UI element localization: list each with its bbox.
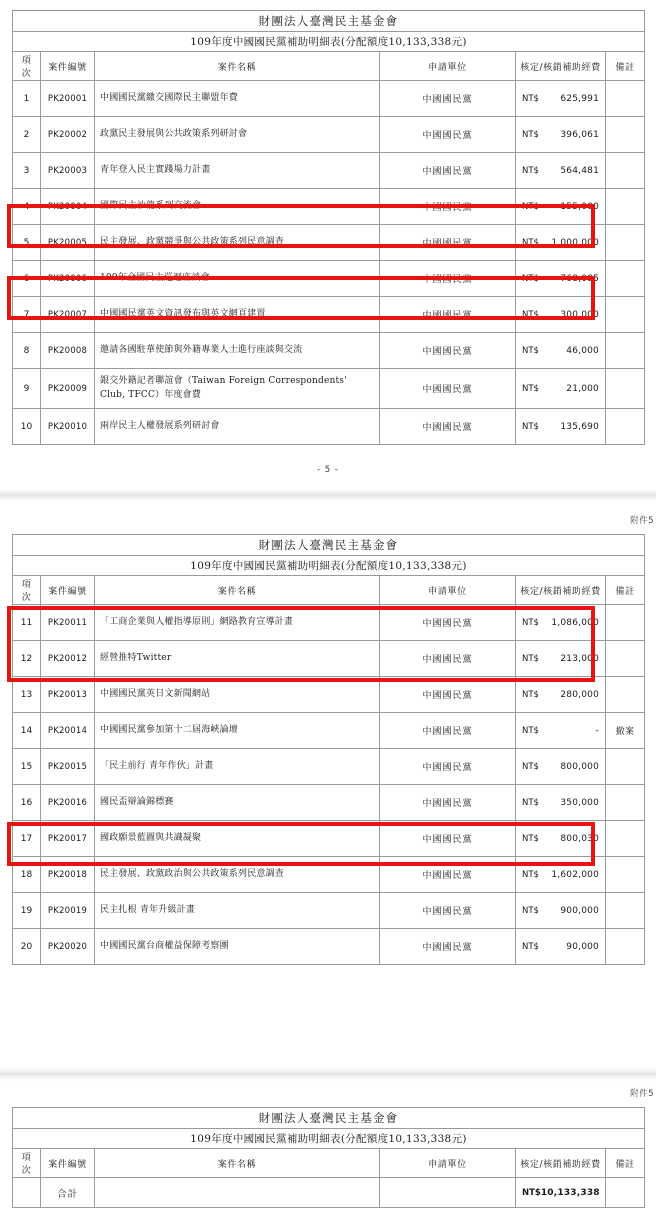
row-remark — [606, 189, 645, 225]
row-no: 11 — [13, 605, 41, 641]
row-amount — [516, 189, 606, 225]
table-row — [13, 333, 645, 369]
currency-label: NT$ — [522, 165, 539, 176]
column-header-code: 案件編號 — [41, 576, 95, 605]
row-no: 6 — [13, 261, 41, 297]
table-row — [13, 785, 645, 821]
table-subtitle: 109年度中國國民黨補助明細表(分配額度10,133,338元) — [13, 32, 645, 52]
row-remark — [606, 81, 645, 117]
amount-value: 800,000 — [560, 761, 599, 772]
currency-label: NT$ — [522, 941, 539, 952]
currency-label: NT$ — [522, 93, 539, 104]
amount-value: - — [595, 725, 599, 736]
row-name: 兩岸民主人權發展系列研討會 — [95, 409, 380, 445]
column-header-remark: 備註 — [606, 1149, 645, 1178]
row-name: 109年全國民主巡迴座談會 — [95, 261, 380, 297]
amount-value: 135,690 — [560, 421, 599, 432]
table-subtitle: 109年度中國國民黨補助明細表(分配額度10,133,338元) — [13, 556, 645, 576]
row-code: PK20009 — [41, 369, 95, 409]
page-number: - 5 - — [317, 465, 339, 475]
row-remark — [606, 297, 645, 333]
document-page-2 — [0, 502, 656, 1067]
currency-label: NT$ — [522, 129, 539, 140]
row-unit: 中國國民黨 — [380, 605, 516, 641]
table-header-row — [13, 576, 645, 605]
table-row-highlighted — [13, 225, 645, 261]
row-remark — [606, 1178, 645, 1208]
row-no: 19 — [13, 893, 41, 929]
currency-label: NT$ — [522, 201, 539, 212]
row-unit: 中國國民黨 — [380, 153, 516, 189]
row-amount — [516, 333, 606, 369]
page-separator — [0, 1067, 656, 1081]
amount-value: 800,030 — [560, 833, 599, 844]
table-row — [13, 893, 645, 929]
currency-label: NT$ — [522, 345, 539, 356]
row-amount — [516, 297, 606, 333]
attachment-label: 附件5 — [630, 516, 654, 526]
currency-label: NT$ — [522, 797, 539, 808]
row-remark — [606, 369, 645, 409]
row-name: 中國國民黨繳交國際民主聯盟年費 — [95, 81, 380, 117]
row-amount — [516, 81, 606, 117]
currency-label: NT$ — [522, 905, 539, 916]
column-header-no: 項次 — [13, 52, 41, 81]
column-header-amount: 核定/核銷補助經費 — [516, 52, 606, 81]
row-amount — [516, 677, 606, 713]
table-row — [13, 713, 645, 749]
row-no: 20 — [13, 929, 41, 965]
column-header-no: 項次 — [13, 1149, 41, 1178]
amount-value: 625,991 — [560, 93, 599, 104]
row-no: 10 — [13, 409, 41, 445]
row-remark — [606, 749, 645, 785]
column-header-remark: 備註 — [606, 576, 645, 605]
row-code: PK20018 — [41, 857, 95, 893]
row-name: 「民主前行 青年作伙」計畫 — [95, 749, 380, 785]
row-unit: 中國國民黨 — [380, 641, 516, 677]
table-row-highlighted — [13, 297, 645, 333]
amount-value: 768,085 — [560, 273, 599, 284]
row-amount — [516, 117, 606, 153]
amount-value: 46,000 — [566, 345, 599, 356]
subsidy-table-page-3 — [12, 1107, 645, 1208]
row-name: 國際民主沙龍系列交流會 — [95, 189, 380, 225]
row-unit: 中國國民黨 — [380, 929, 516, 965]
table-header-row — [13, 1149, 645, 1178]
total-amount — [516, 1178, 606, 1208]
table-wrapper-page-2 — [12, 502, 644, 965]
row-unit: 中國國民黨 — [380, 893, 516, 929]
row-no: 13 — [13, 677, 41, 713]
row-name: 政黨民主發展與公共政策系列研討會 — [95, 117, 380, 153]
row-code: PK20005 — [41, 225, 95, 261]
row-unit: 中國國民黨 — [380, 333, 516, 369]
row-amount — [516, 225, 606, 261]
row-name: 青年登入民主實踐場力計畫 — [95, 153, 380, 189]
table-subtitle-row — [13, 556, 645, 576]
page-separator — [0, 488, 656, 502]
currency-label: NT$ — [522, 725, 539, 736]
table-row — [13, 153, 645, 189]
row-name: 經營推特Twitter — [95, 641, 380, 677]
row-remark — [606, 893, 645, 929]
row-code: PK20004 — [41, 189, 95, 225]
table-header-row — [13, 52, 645, 81]
table-row — [13, 117, 645, 153]
amount-value: 350,000 — [560, 797, 599, 808]
amount-value: 300,000 — [560, 309, 599, 320]
row-code: PK20015 — [41, 749, 95, 785]
row-no: 5 — [13, 225, 41, 261]
table-subtitle-row — [13, 32, 645, 52]
row-code: PK20011 — [41, 605, 95, 641]
row-no — [13, 1178, 41, 1208]
table-row — [13, 81, 645, 117]
organization-title: 財團法人臺灣民主基金會 — [13, 11, 645, 32]
row-no: 8 — [13, 333, 41, 369]
table-row — [13, 605, 645, 641]
row-code: PK20010 — [41, 409, 95, 445]
column-header-unit: 申請單位 — [380, 576, 516, 605]
currency-label: NT$ — [522, 273, 539, 284]
column-header-amount: 核定/核銷補助經費 — [516, 1149, 606, 1178]
row-amount — [516, 409, 606, 445]
row-unit — [380, 1178, 516, 1208]
row-unit: 中國國民黨 — [380, 189, 516, 225]
row-code: PK20006 — [41, 261, 95, 297]
document-page-1 — [0, 0, 656, 488]
table-wrapper-page-1 — [12, 0, 644, 445]
row-amount — [516, 857, 606, 893]
currency-label: NT$ — [522, 1187, 541, 1198]
row-name: 民主發展、政黨政治與公共政策系列民意調查 — [95, 857, 380, 893]
column-header-code: 案件編號 — [41, 52, 95, 81]
attachment-label: 附件5 — [630, 1089, 654, 1099]
row-unit: 中國國民黨 — [380, 225, 516, 261]
row-name — [95, 1178, 380, 1208]
amount-value: 280,000 — [560, 689, 599, 700]
column-header-unit: 申請單位 — [380, 1149, 516, 1178]
row-no: 18 — [13, 857, 41, 893]
column-header-name: 案件名稱 — [95, 52, 380, 81]
amount-value: 90,000 — [566, 941, 599, 952]
table-row-highlighted — [13, 677, 645, 713]
amount-value: 1,086,000 — [551, 617, 599, 628]
row-remark — [606, 117, 645, 153]
row-unit: 中國國民黨 — [380, 821, 516, 857]
row-amount — [516, 713, 606, 749]
table-row — [13, 409, 645, 445]
row-no: 15 — [13, 749, 41, 785]
table-row — [13, 929, 645, 965]
amount-value: 155,000 — [560, 201, 599, 212]
row-remark — [606, 225, 645, 261]
table-row — [13, 369, 645, 409]
currency-label: NT$ — [522, 421, 539, 432]
row-code: PK20016 — [41, 785, 95, 821]
column-header-code: 案件編號 — [41, 1149, 95, 1178]
amount-value: 900,000 — [560, 905, 599, 916]
amount-value: 213,000 — [560, 653, 599, 664]
row-name: 邀請各國駐華使節與外籍專業人士進行座談與交流 — [95, 333, 380, 369]
row-code: PK20014 — [41, 713, 95, 749]
row-no: 17 — [13, 821, 41, 857]
row-name: 國民盃辯論錦標賽 — [95, 785, 380, 821]
row-amount — [516, 785, 606, 821]
row-amount — [516, 261, 606, 297]
currency-label: NT$ — [522, 309, 539, 320]
table-row — [13, 749, 645, 785]
row-unit: 中國國民黨 — [380, 81, 516, 117]
row-unit: 中國國民黨 — [380, 297, 516, 333]
row-name: 民主發展、政黨競爭與公共政策系列民意調查 — [95, 225, 380, 261]
table-row-highlighted — [13, 857, 645, 893]
table-wrapper-page-3 — [12, 1081, 644, 1208]
row-code: PK20019 — [41, 893, 95, 929]
row-name: 「工商企業與人權指導原則」網路教育宣導計畫 — [95, 605, 380, 641]
row-code: PK20008 — [41, 333, 95, 369]
row-remark — [606, 821, 645, 857]
row-amount — [516, 369, 606, 409]
row-amount — [516, 929, 606, 965]
row-no: 3 — [13, 153, 41, 189]
column-header-name: 案件名稱 — [95, 576, 380, 605]
row-unit: 中國國民黨 — [380, 409, 516, 445]
currency-label: NT$ — [522, 689, 539, 700]
row-no: 1 — [13, 81, 41, 117]
row-remark — [606, 333, 645, 369]
currency-label: NT$ — [522, 617, 539, 628]
table-title-row — [13, 535, 645, 556]
row-name: 民主扎根 青年升級計畫 — [95, 893, 380, 929]
row-unit: 中國國民黨 — [380, 785, 516, 821]
column-header-name: 案件名稱 — [95, 1149, 380, 1178]
table-row-highlighted — [13, 641, 645, 677]
total-label: 合計 — [41, 1178, 95, 1208]
row-unit: 中國國民黨 — [380, 677, 516, 713]
row-code: PK20017 — [41, 821, 95, 857]
row-remark — [606, 153, 645, 189]
row-remark — [606, 641, 645, 677]
row-no: 9 — [13, 369, 41, 409]
amount-value: 396,061 — [560, 129, 599, 140]
table-title-row — [13, 11, 645, 32]
currency-label: NT$ — [522, 383, 539, 394]
row-name: 銀交外籍記者聯誼會（Taiwan Foreign Correspondents' Club, TFCC）年度會費 — [95, 369, 380, 409]
row-name: 中國國民黨參加第十二屆海峽論壇 — [95, 713, 380, 749]
row-code: PK20003 — [41, 153, 95, 189]
row-unit: 中國國民黨 — [380, 369, 516, 409]
document-page-3 — [0, 1081, 656, 1208]
row-remark — [606, 409, 645, 445]
row-remark — [606, 677, 645, 713]
row-amount — [516, 821, 606, 857]
row-code: PK20012 — [41, 641, 95, 677]
row-code: PK20001 — [41, 81, 95, 117]
column-header-amount: 核定/核銷補助經費 — [516, 576, 606, 605]
table-subtitle-row — [13, 1129, 645, 1149]
row-name: 中國國民黨台商權益保障考察團 — [95, 929, 380, 965]
table-total-row — [13, 1178, 645, 1208]
column-header-no: 項次 — [13, 576, 41, 605]
row-unit: 中國國民黨 — [380, 117, 516, 153]
currency-label: NT$ — [522, 761, 539, 772]
row-code: PK20007 — [41, 297, 95, 333]
row-no: 7 — [13, 297, 41, 333]
currency-label: NT$ — [522, 237, 539, 248]
column-header-remark: 備註 — [606, 52, 645, 81]
row-no: 4 — [13, 189, 41, 225]
row-amount — [516, 153, 606, 189]
row-remark — [606, 261, 645, 297]
table-subtitle: 109年度中國國民黨補助明細表(分配額度10,133,338元) — [13, 1129, 645, 1149]
row-code: PK20002 — [41, 117, 95, 153]
organization-title: 財團法人臺灣民主基金會 — [13, 1108, 645, 1129]
row-name: 中國國民黨英文資訊發布與英文網頁建置 — [95, 297, 380, 333]
row-name: 中國國民黨英日文新聞網站 — [95, 677, 380, 713]
amount-value: 564,481 — [560, 165, 599, 176]
row-no: 2 — [13, 117, 41, 153]
row-unit: 中國國民黨 — [380, 713, 516, 749]
row-no: 12 — [13, 641, 41, 677]
currency-label: NT$ — [522, 869, 539, 880]
row-amount — [516, 605, 606, 641]
subsidy-table-page-1 — [12, 10, 645, 445]
row-amount — [516, 749, 606, 785]
row-unit: 中國國民黨 — [380, 261, 516, 297]
organization-title: 財團法人臺灣民主基金會 — [13, 535, 645, 556]
table-row — [13, 821, 645, 857]
amount-value: 21,000 — [566, 383, 599, 394]
amount-value: 1,000,000 — [551, 237, 599, 248]
row-amount — [516, 893, 606, 929]
row-remark — [606, 605, 645, 641]
currency-label: NT$ — [522, 653, 539, 664]
row-remark — [606, 785, 645, 821]
row-no: 14 — [13, 713, 41, 749]
row-unit: 中國國民黨 — [380, 857, 516, 893]
row-code: PK20020 — [41, 929, 95, 965]
row-remark: 撤案 — [606, 713, 645, 749]
row-remark — [606, 857, 645, 893]
table-title-row — [13, 1108, 645, 1129]
table-row — [13, 261, 645, 297]
row-code: PK20013 — [41, 677, 95, 713]
row-amount — [516, 641, 606, 677]
row-no: 16 — [13, 785, 41, 821]
row-name: 國政願景藍圖與共識凝聚 — [95, 821, 380, 857]
currency-label: NT$ — [522, 833, 539, 844]
amount-value: 1,602,000 — [551, 869, 599, 880]
row-unit: 中國國民黨 — [380, 749, 516, 785]
subsidy-table-page-2 — [12, 534, 645, 965]
amount-value: 10,133,338 — [540, 1187, 600, 1198]
table-row — [13, 189, 645, 225]
column-header-unit: 申請單位 — [380, 52, 516, 81]
row-remark — [606, 929, 645, 965]
